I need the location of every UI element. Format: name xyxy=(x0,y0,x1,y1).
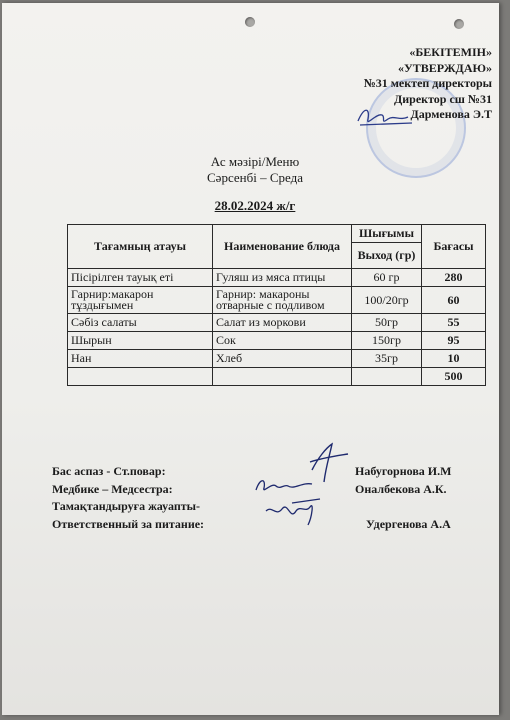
approval-line-ru: «УТВЕРЖДАЮ» xyxy=(397,60,492,75)
header-yield-ru: Выход (гр) xyxy=(352,243,422,269)
table-row xyxy=(68,332,486,350)
approval-line-name: Дарменова Э.Т xyxy=(410,107,492,121)
approval-line-school: №31 мектеп директоры xyxy=(363,76,492,90)
approval-line-director: Директор сш №31 xyxy=(393,91,492,106)
header-name-ru: Наименование блюда xyxy=(213,225,352,269)
header-name-kz: Тағамның атауы xyxy=(68,225,213,269)
responsible-role-ru: Ответственный за питание: xyxy=(52,516,205,531)
dish-yield: 60 гр xyxy=(352,269,422,287)
nurse-role: Медбике – Медсестра: xyxy=(52,481,173,496)
dish-price: 95 xyxy=(422,332,486,350)
chef-name: Набугорнова И.М xyxy=(355,464,452,478)
day-title: Сәрсенбі – Среда xyxy=(207,170,303,185)
dish-name-kz: Гарнир:макарон тұздығымен xyxy=(68,287,213,314)
dish-name-ru: Салат из моркови xyxy=(213,314,352,332)
dish-yield: 150гр xyxy=(352,332,422,350)
table-row xyxy=(68,314,486,332)
names-block xyxy=(355,463,451,533)
dish-name-ru: Гуляш из мяса птицы xyxy=(213,269,352,287)
dish-price: 55 xyxy=(422,314,486,332)
roles-block xyxy=(52,463,204,533)
responsible-role-kz: Тамақтандыруға жауапты- xyxy=(52,499,201,513)
dish-name-kz: Сәбіз салаты xyxy=(68,314,213,332)
menu-title: Ас мәзірі/Меню xyxy=(210,154,300,169)
dish-name-kz: Шырын xyxy=(68,332,213,350)
nurse-signature xyxy=(254,474,314,496)
nurse-name: Оналбекова А.К. xyxy=(355,481,447,496)
header-price: Бағасы xyxy=(422,225,486,269)
dish-price: 10 xyxy=(422,350,486,368)
header-yield-kz: Шығымы xyxy=(352,225,422,243)
dish-name-ru: Сок xyxy=(213,332,352,350)
menu-table xyxy=(67,224,486,386)
dish-yield: 35гр xyxy=(352,350,422,368)
responsible-signature xyxy=(262,497,324,527)
dish-yield: 100/20гр xyxy=(352,287,422,314)
binder-hole xyxy=(454,19,464,29)
dish-price: 60 xyxy=(422,287,486,314)
dish-yield: 50гр xyxy=(352,314,422,332)
total-row xyxy=(68,368,486,386)
table-row xyxy=(68,287,486,314)
dish-price: 280 xyxy=(422,269,486,287)
header-row xyxy=(68,225,486,243)
dish-name-ru: Хлеб xyxy=(213,350,352,368)
binder-hole xyxy=(245,17,255,27)
table-row xyxy=(68,350,486,368)
dish-name-ru: Гарнир: макароны отварные с подливом xyxy=(213,287,352,314)
approval-line-kz: «БЕКІТЕМІН» xyxy=(409,45,492,59)
director-signature xyxy=(356,103,416,131)
date-title: 28.02.2024 ж/г xyxy=(214,198,296,213)
dish-name-kz: Нан xyxy=(68,350,213,368)
chef-role: Бас аспаз - Ст.повар: xyxy=(52,464,166,478)
responsible-name: Удергенова А.А xyxy=(366,516,451,531)
table-row xyxy=(68,269,486,287)
total-price: 500 xyxy=(422,368,486,386)
dish-name-kz: Пісірілген тауық еті xyxy=(68,269,213,287)
